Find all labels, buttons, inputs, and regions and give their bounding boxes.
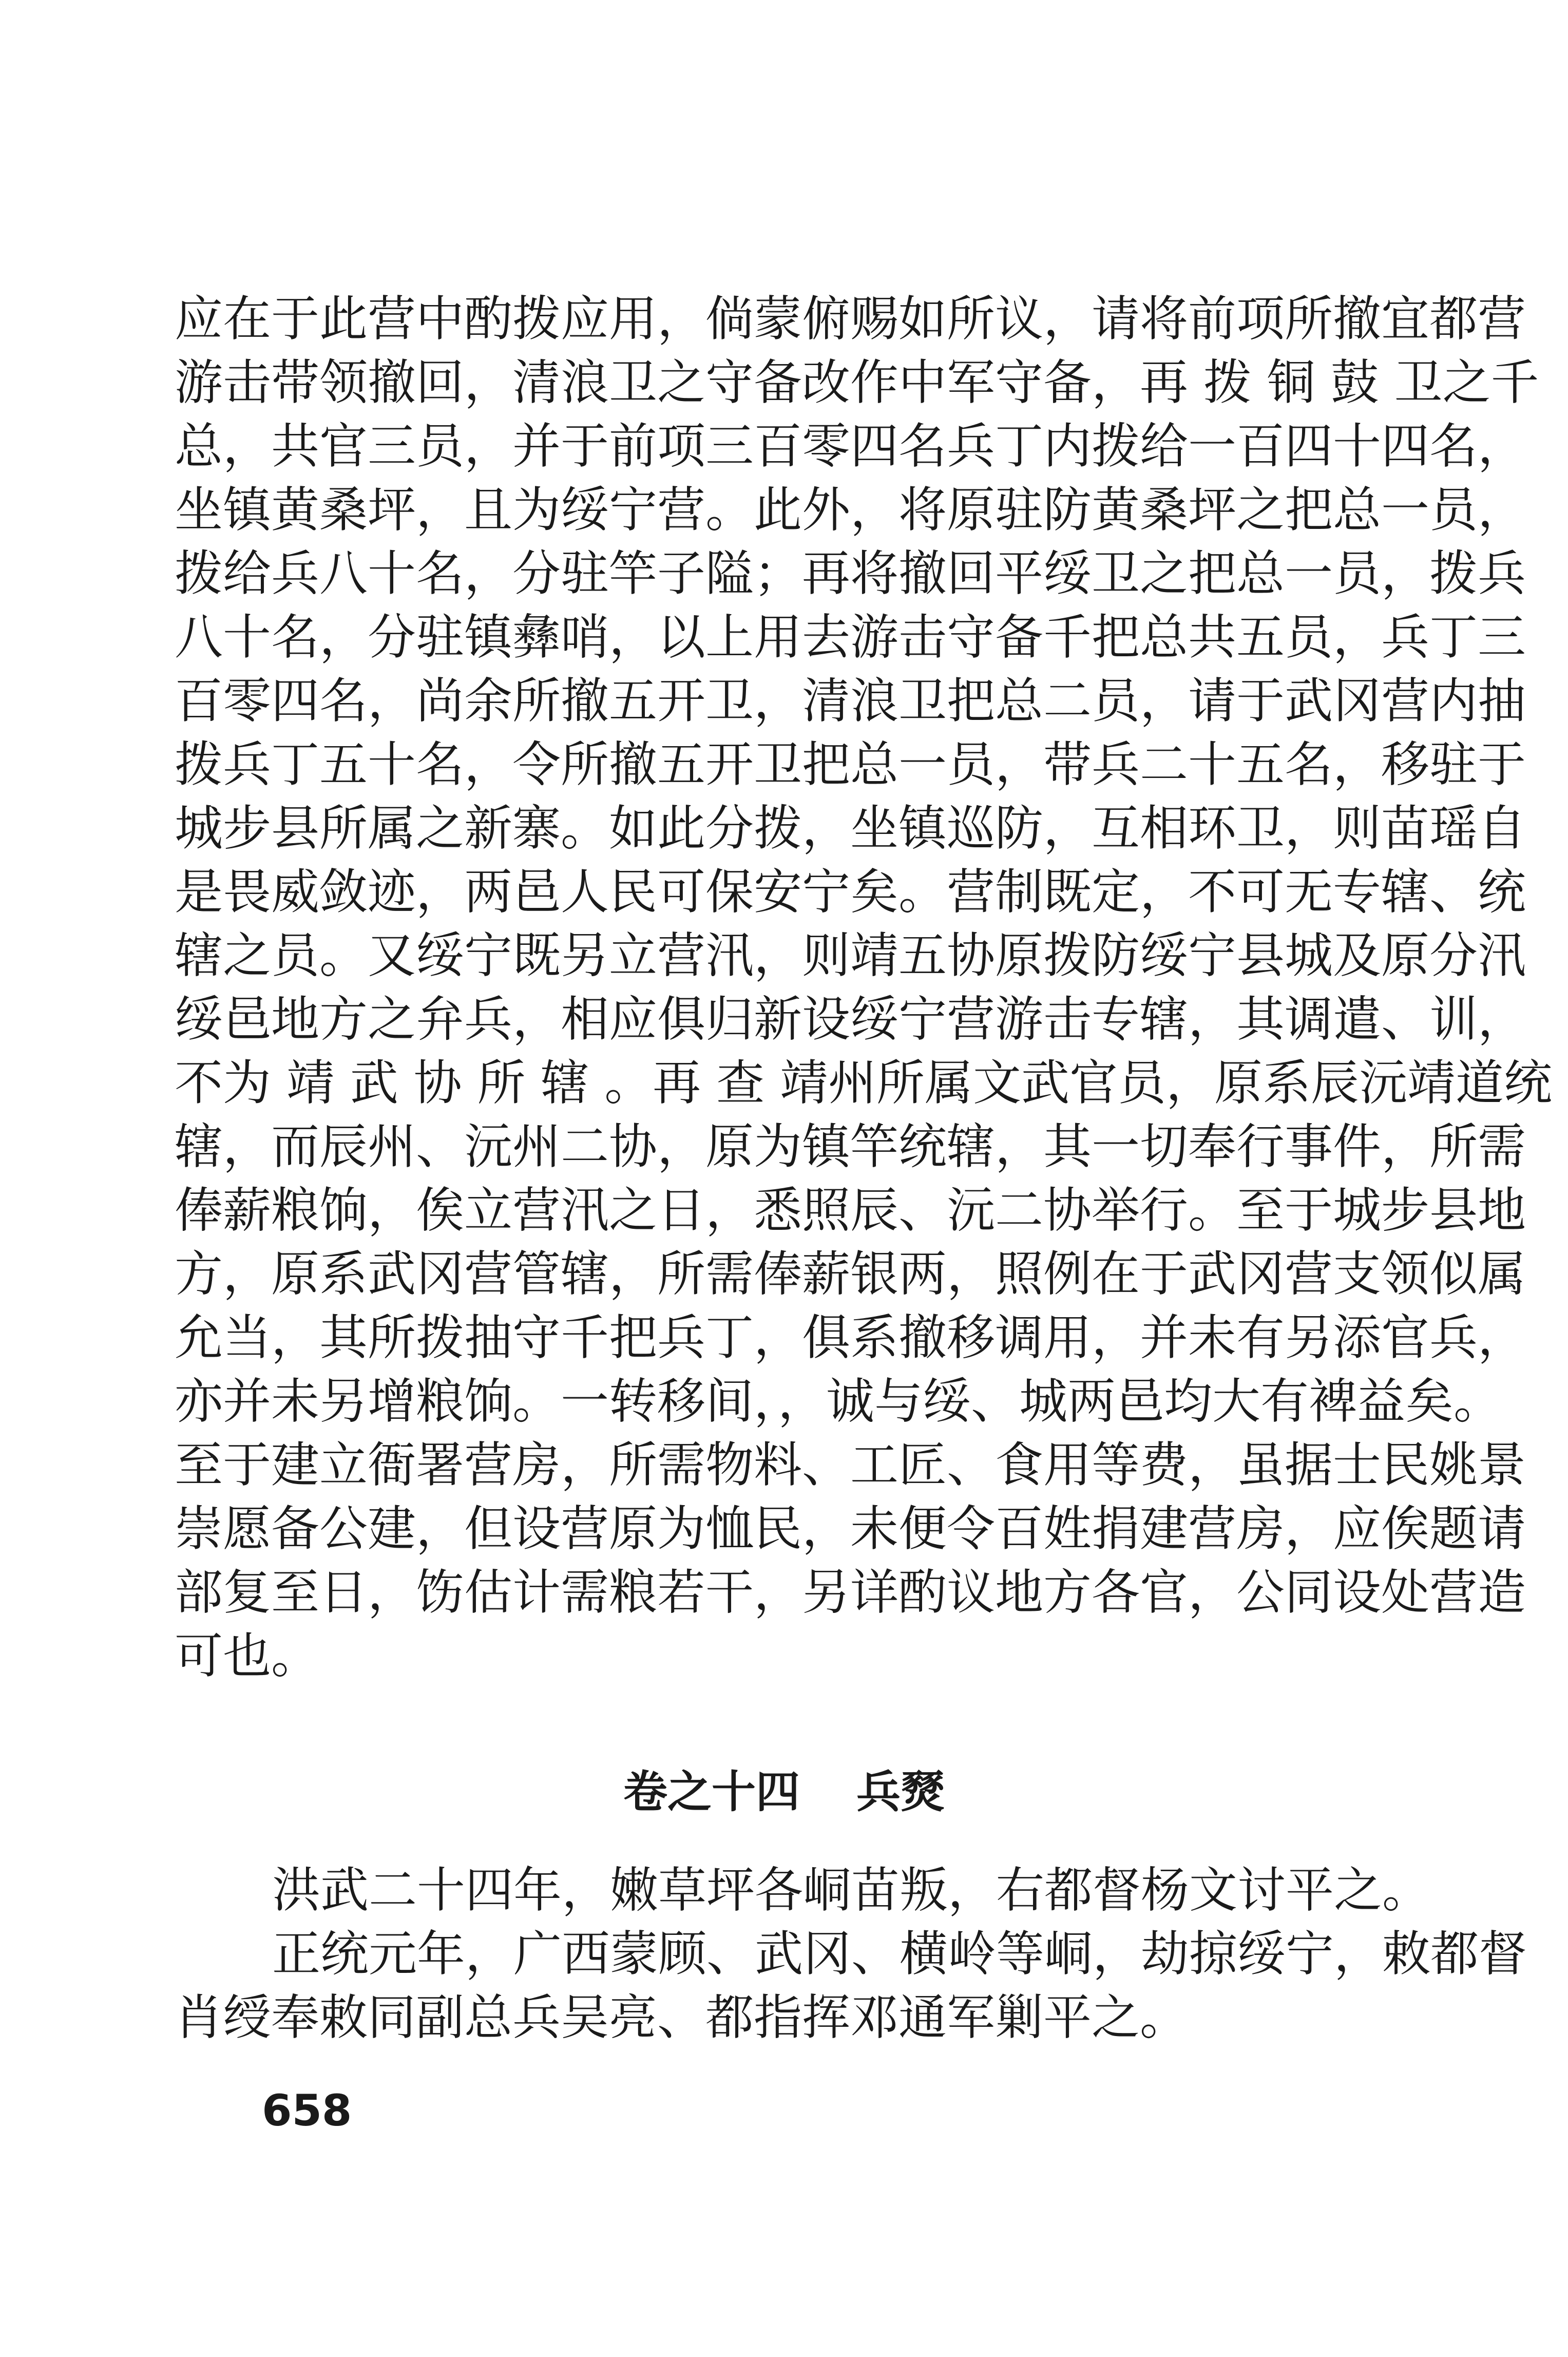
section-text bbox=[175, 1859, 1527, 2050]
text-line-5: 拨给兵八十名，分驻竿子隘；再将撤回平绥卫之把总一员，拨兵 bbox=[175, 546, 1526, 602]
section-title: 兵燹 bbox=[856, 1766, 945, 1818]
text-line-3: 总，共官三员，并于前项三百零四名兵丁内拨给一百四十四名， bbox=[175, 419, 1526, 474]
section-line-2: 正统元年，广西蒙顾、武冈、横岭等峒，劫掠绥宁，敕都督 bbox=[272, 1926, 1527, 1982]
text-line-1: 应在于此营中酌拨应用，倘蒙俯赐如所议，请将前项所撤宜都营 bbox=[175, 291, 1526, 347]
text-line-20: 崇愿备公建，但设营原为恤民，未便令百姓捐建营房，应俟题请 bbox=[175, 1501, 1526, 1557]
text-line-10: 是畏威敛迹，两邑人民可保安宁矣。营制既定，不可无专辖、统 bbox=[175, 864, 1526, 920]
section-line-1: 洪武二十四年，嫩草坪各峒苗叛，右都督杨文讨平之。 bbox=[272, 1862, 1431, 1918]
text-line-2: 游击带领撤回，清浪卫之守备改作中军守备，再 拨 铜 鼓 卫之千 bbox=[175, 355, 1539, 411]
text-line-9: 城步县所属之新寨。如此分拨，坐镇巡防，互相环卫，则苗瑶自 bbox=[175, 801, 1526, 857]
text-line-18: 亦并未另增粮饷。一转移间，，诚与绥、城两邑均大有裨益矣。 bbox=[175, 1374, 1502, 1430]
text-line-21: 部复至日，饬估计需粮若干，另详酌议地方各官，公同设处营造 bbox=[175, 1565, 1526, 1621]
text-line-11: 辖之员。又绥宁既另立营汛，则靖五协原拨防绥宁县城及原分汛 bbox=[175, 928, 1526, 984]
text-line-15: 俸薪粮饷，俟立营汛之日，悉照辰、沅二协举行。至于城步县地 bbox=[175, 1183, 1526, 1239]
main-text bbox=[175, 288, 1553, 1688]
section-line-3: 肖绶奉敕同副总兵吴亮、都指挥邓通军剿平之。 bbox=[175, 1990, 1189, 2046]
text-line-8: 拨兵丁五十名，令所撤五开卫把总一员，带兵二十五名，移驻于 bbox=[175, 737, 1526, 793]
volume-label: 卷之十四 bbox=[623, 1766, 800, 1818]
text-line-16: 方，原系武冈营管辖，所需俸薪银两，照例在于武冈营支领似属 bbox=[175, 1246, 1526, 1302]
text-line-7: 百零四名，尚余所撤五开卫，清浪卫把总二员，请于武冈营内抽 bbox=[175, 673, 1526, 729]
text-line-4: 坐镇黄桑坪，且为绥宁营。此外，将原驻防黄桑坪之把总一员， bbox=[175, 482, 1526, 538]
page-number: 658 bbox=[262, 2085, 352, 2136]
text-line-14: 辖，而辰州、沅州二协，原为镇竿统辖，其一切奉行事件，所需 bbox=[175, 1119, 1526, 1175]
text-line-12: 绥邑地方之弁兵，相应俱归新设绥宁营游击专辖，其调遣、训， bbox=[175, 992, 1526, 1048]
text-line-6: 八十名，分驻镇彝哨，以上用去游击守备千把总共五员，兵丁三 bbox=[175, 610, 1526, 666]
text-line-17: 允当，其所拨抽守千把兵丁，俱系撤移调用，并未有另添官兵， bbox=[175, 1310, 1526, 1366]
text-line-22: 可也。 bbox=[175, 1628, 320, 1684]
text-line-13: 不为 靖 武 协 所 辖 。再 查 靖州所属文武官员，原系辰沅靖道统 bbox=[175, 1055, 1553, 1111]
section-heading bbox=[0, 1761, 1568, 1823]
text-line-19: 至于建立衙署营房，所需物料、工匠、食用等费，虽据士民姚景 bbox=[175, 1437, 1526, 1493]
